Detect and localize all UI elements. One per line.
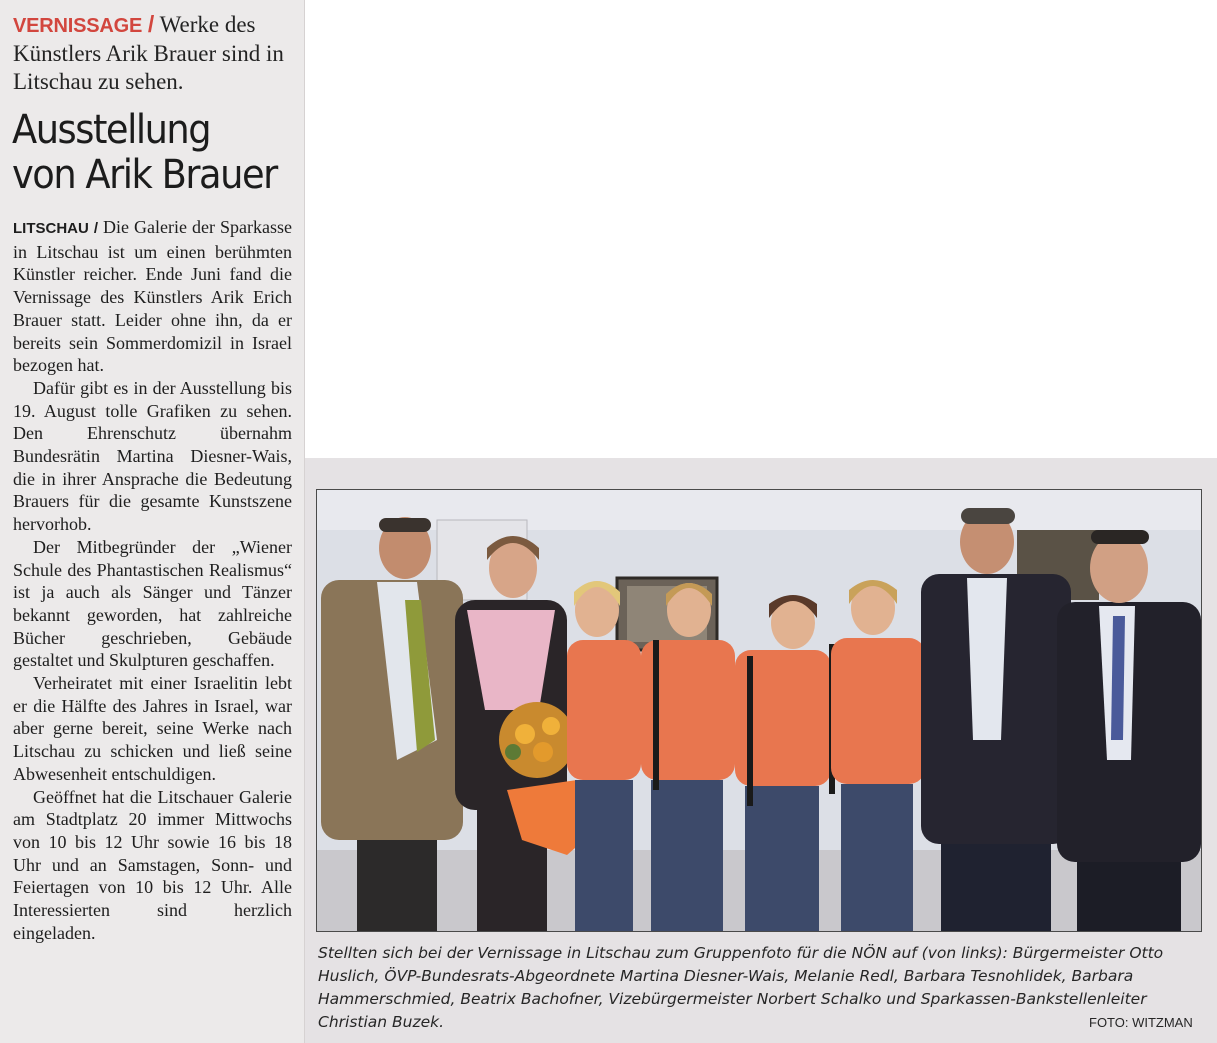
dateline-separator: /	[93, 220, 99, 237]
kicker-separator: /	[147, 11, 155, 37]
subhead	[13, 10, 293, 96]
paragraph-5: Geöffnet hat die Litschauer Galerie am Stadtplatz 20 immer Mittwochs von 10 bis 12 Uhr sowie 16 bis 18 Uhr und an Samstagen, Sonn- und Feiertagen von 10 bis 12 Uhr. Alle Interessierten sind herzlich eingeladen.	[13, 786, 292, 943]
group-photo	[316, 489, 1202, 932]
paragraph-1-text: Die Galerie der Sparkasse in Litschau ist um einen berühmten Künstler reicher. Ende Juni fand die Vernissage des Künstlers Arik Erich Brauer statt. Leider ohne ihn, da er bereits sein Sommerdomizil in Israel bezogen hat.	[13, 217, 292, 376]
paragraph-1	[13, 216, 292, 377]
group-photo-illustration	[317, 490, 1201, 931]
article-body	[13, 216, 292, 945]
dateline: LITSCHAU	[13, 220, 89, 237]
paragraph-4: Verheiratet mit einer Israelitin lebt er die Hälfte des Jahres in Israel, war aber gerne bereit, seine Werke nach Litschau zu schicken und ließ seine Abwesenheit entschuldigen.	[13, 673, 292, 784]
photo-caption: Stellten sich bei der Vernissage in Litschau zum Gruppenfoto für die NÖN auf (von links): Bürgermeister Otto Huslich, ÖVP-Bundesrats-Abgeordnete Martina Diesner-Wais, Melanie Redl, Barbara Tesnohlidek, Barbara Hammerschmied, Beatrix Bachofner, Vizebürgermeister Norbert Schalko und Sparkassen-Bankstellenleiter Christian Buzek.	[318, 944, 1164, 1031]
subhead-text: Werke des Künstlers Arik Brauer sind in Litschau zu sehen.	[13, 12, 284, 94]
photo-credit: FOTO: WITZMAN	[1089, 1015, 1193, 1030]
kicker: VERNISSAGE	[13, 15, 143, 37]
article-column	[0, 0, 305, 1043]
paragraph-3: Der Mitbegründer der „Wiener Schule des Phantastischen Realismus“ ist ja auch als Sänger und Tänzer bekannt geworden, hat zahlreiche Bücher geschrieben, Gebäude gestaltet und Skulpturen geschaffen.	[13, 536, 292, 671]
headline: Ausstellung von Arik Brauer	[12, 107, 277, 198]
paragraph-2: Dafür gibt es in der Ausstellung bis 19. August tolle Grafiken zu sehen. Den Ehrenschutz übernahm Bundesrätin Martina Diesner-Wais, die in ihrer Ansprache die Bedeutung Brauers für die gesamte Kunstszene hervorhob.	[13, 377, 292, 535]
